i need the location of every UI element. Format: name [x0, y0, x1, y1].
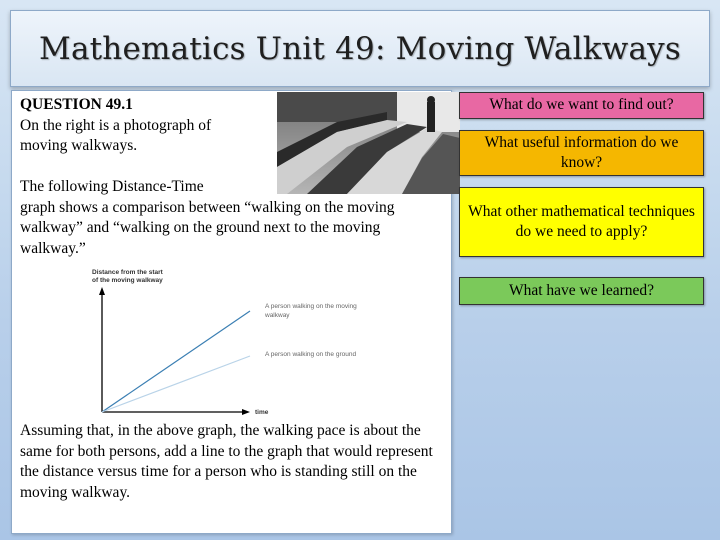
walkway-line-label-2: walkway — [265, 312, 290, 319]
prompt-useful-info — [459, 130, 704, 176]
x-axis-label: time — [255, 409, 269, 416]
y-axis-arrow — [99, 287, 105, 295]
prompt-techniques — [459, 187, 704, 257]
task-text: Assuming that, in the above graph, the walking pace is about the same for both persons, add a line to the graph that would represent the distance versus time for a person who is standing still on the moving walkway. — [20, 422, 433, 501]
prompt-techniques-label: What other mathematical techniques do we need to apply? — [468, 202, 695, 240]
prompt-find-out — [459, 92, 704, 119]
walkway-line — [102, 311, 250, 412]
y-axis-label-2: of the moving walkway — [92, 277, 163, 284]
distance-time-graph — [82, 269, 412, 419]
prompt-learned-label: What have we learned? — [508, 281, 654, 299]
page-title: Mathematics Unit 49: Moving Walkways — [39, 30, 681, 67]
ground-line-label: A person walking on the ground — [265, 351, 357, 358]
ground-line — [102, 356, 250, 412]
graph-line-2: graph shows a comparison between “walking on the moving walkway” and “walking on the ground next to the moving walkway.” — [20, 198, 395, 257]
title-bar — [10, 10, 710, 87]
question-panel — [11, 90, 452, 534]
y-axis-label-1: Distance from the start — [92, 269, 163, 276]
question-text — [20, 95, 445, 259]
question-heading: QUESTION 49.1 — [20, 96, 133, 113]
walkway-line-label-1: A person walking on the moving — [265, 303, 357, 310]
graph-line-1: The following Distance-Time — [20, 178, 204, 195]
prompt-find-out-label: What do we want to find out? — [489, 96, 674, 114]
intro-line-1: On the right is a photograph of — [20, 116, 212, 134]
x-axis-arrow — [242, 409, 250, 415]
prompt-useful-info-label: What useful information do we know? — [484, 133, 679, 171]
prompt-learned — [459, 277, 704, 305]
intro-line-2: moving walkways. — [20, 137, 138, 154]
